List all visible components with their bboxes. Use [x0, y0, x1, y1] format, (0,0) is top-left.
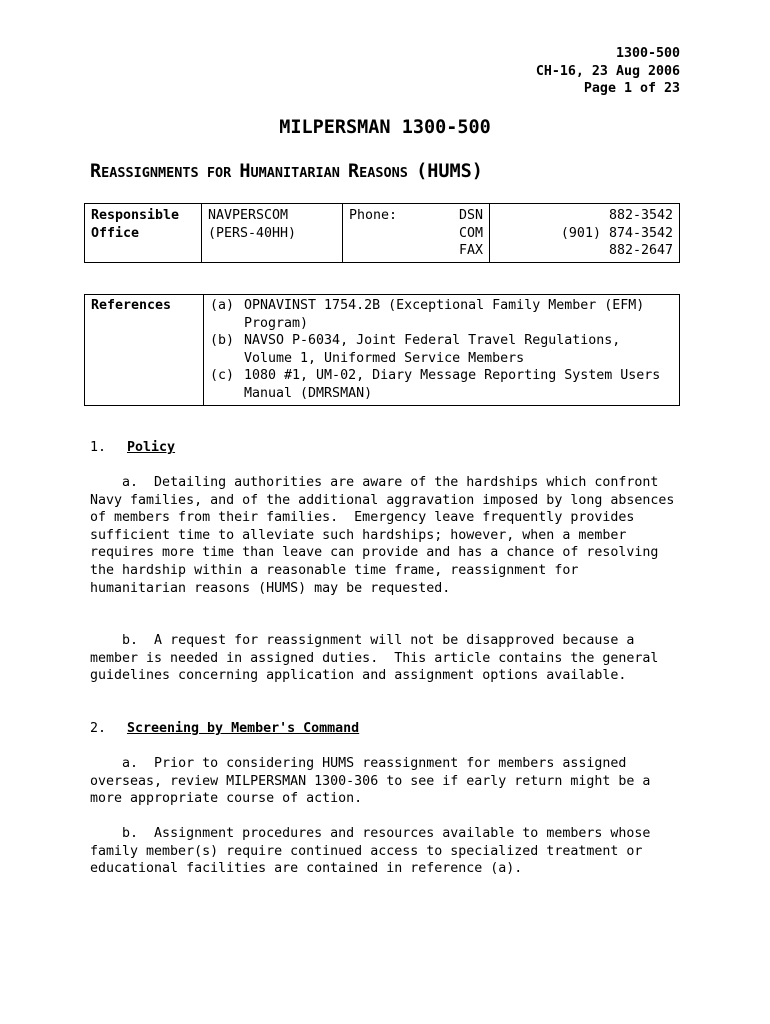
phone-type-com: COM [458, 225, 483, 241]
phone-type-fax: FAX [458, 243, 483, 258]
page-header [536, 45, 680, 98]
section-heading-policy: 1. Policy [90, 440, 176, 455]
section-heading-screening: 2. Screening by Member's Command [90, 721, 360, 736]
office-name: NAVPERSCOM (PERS-40HH) [202, 204, 343, 263]
subtitle-word-1: REASSIGNMENTS [90, 161, 207, 182]
paragraph-1a: a. Detailing authorities are aware of the hardships which confront Navy families, and of the additional aggravation imposed by long absences of members from their families. Emergency leave frequently provides sufficient time to alleviate such hardships; however, when a member requires more time than leave can provide and has a chance of resolving the hardship within a reasonable time frame, reassignment for humanitarian reasons (HUMS) may be requested. [90, 475, 683, 596]
phone-type-dsn: DSN [458, 208, 483, 223]
phone-numbers [490, 204, 680, 263]
page-number: Page 1 of 23 [583, 81, 680, 96]
paragraph-2a: a. Prior to considering HUMS reassignment for members assigned overseas, review MILPERSMAN 1300-306 to see if early return might be a more appropriate course of action. [90, 756, 659, 807]
doc-number: 1300-500 [615, 46, 680, 61]
phone-number-dsn: 882-3542 [608, 208, 673, 223]
references-list [204, 295, 680, 406]
references-label: References [85, 295, 204, 406]
responsible-office-table [84, 203, 680, 263]
document-subtitle [90, 161, 483, 182]
paragraph-1b: b. A request for reassignment will not be disapproved because a member is needed in assigned duties. This article contains the general guidelines concerning application and assignment options available. [90, 633, 667, 684]
paragraph-2b: b. Assignment procedures and resources available to members whose family member(s) require continued access to specialized treatment or educational facilities are contained in reference (a). [90, 826, 659, 877]
reference-item: (a) OPNAVINST 1754.2B (Exceptional Family Member (EFM) Program) [210, 298, 645, 331]
phone-label: Phone: [349, 208, 398, 223]
references-table [84, 294, 680, 406]
document-title: MILPERSMAN 1300-500 [279, 117, 491, 138]
responsible-office-label: Responsible Office [85, 204, 202, 263]
reference-item: (c) 1080 #1, UM-02, Diary Message Reporting System Users Manual (DMRSMAN) [210, 368, 661, 401]
reference-item: (b) NAVSO P-6034, Joint Federal Travel Regulations, Volume 1, Uniformed Service Members [210, 333, 621, 366]
subtitle-tail: (HUMS) [416, 161, 483, 182]
phone-number-fax: 882-2647 [608, 243, 673, 258]
subtitle-word-3: HUMANITARIAN [239, 161, 349, 182]
phone-types [343, 204, 490, 263]
change-date: CH-16, 23 Aug 2006 [535, 63, 680, 79]
subtitle-word-4: REASONS [348, 161, 417, 182]
phone-number-com: (901) 874-3542 [560, 225, 673, 241]
subtitle-word-2: FOR [206, 165, 240, 181]
